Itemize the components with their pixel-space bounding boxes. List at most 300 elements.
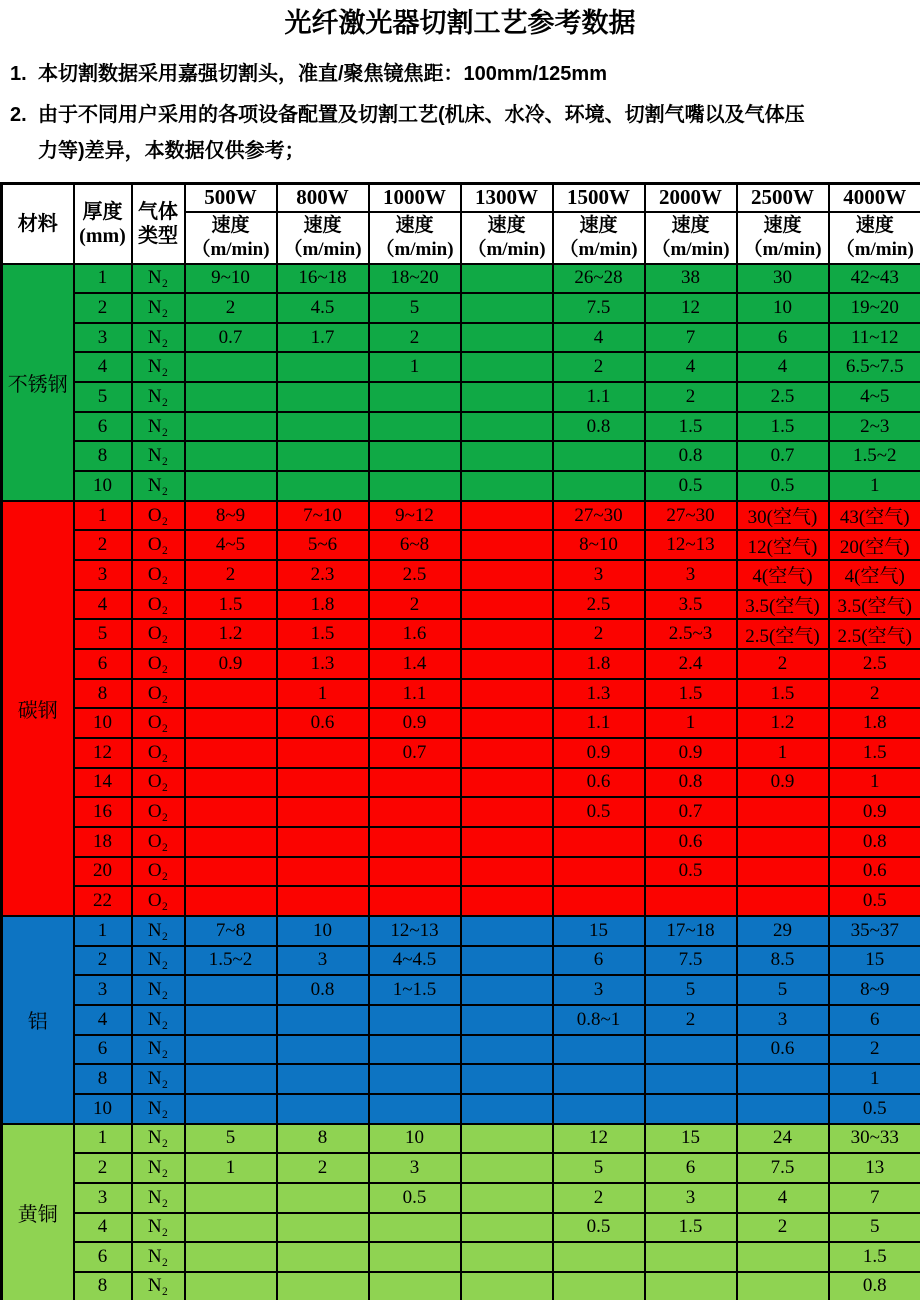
table-row [2,975,920,1005]
table-row [2,916,920,946]
thickness-cell: 6 [74,1035,132,1065]
speed-value-cell: 0.5 [645,857,737,887]
speed-value-cell [277,768,369,798]
speed-value-cell: 2 [553,1183,645,1213]
speed-value-cell: 2 [645,382,737,412]
speed-value-cell: 0.9 [553,738,645,768]
speed-value-cell: 0.7 [185,323,277,353]
speed-value-cell [461,1272,553,1300]
header-speed-unit [829,212,920,264]
material-cell: 不锈钢 [2,264,74,501]
speed-value-cell: 0.8 [645,768,737,798]
speed-value-cell: 19~20 [829,293,920,323]
gas-type-cell: O₂ [132,530,185,560]
speed-value-cell: 2 [645,1005,737,1035]
thickness-cell: 18 [74,827,132,857]
note-2-line-1: 由于不同用户采用的各项设备配置及切割工艺(机床、水冷、环境、切割气嘴以及气体压 [38,104,805,126]
speed-value-cell: 8~9 [829,975,920,1005]
speed-value-cell: 26~28 [553,264,645,294]
speed-value-cell: 0.8 [277,975,369,1005]
speed-value-cell [369,1035,461,1065]
header-speed-unit [553,212,645,264]
speed-value-cell [369,827,461,857]
speed-value-cell: 11~12 [829,323,920,353]
speed-value-cell [461,352,553,382]
speed-value-cell: 10 [737,293,829,323]
gas-type-cell: N₂ [132,382,185,412]
table-row [2,1035,920,1065]
speed-value-cell: 4.5 [277,293,369,323]
gas-type-cell: N₂ [132,293,185,323]
speed-value-cell [369,1005,461,1035]
speed-value-cell [737,1272,829,1300]
speed-value-cell: 7.5 [737,1153,829,1183]
speed-value-cell: 7~8 [185,916,277,946]
note-1-body [38,56,607,92]
speed-value-cell: 2 [737,649,829,679]
speed-value-cell [461,441,553,471]
header-gas-line-2: 类型 [138,224,178,247]
speed-value-cell [277,352,369,382]
speed-value-cell [553,1064,645,1094]
speed-value-cell: 12 [553,1124,645,1154]
table-body [2,264,920,1300]
speed-value-cell: 0.5 [645,471,737,501]
speed-value-cell [185,975,277,1005]
speed-value-cell: 2 [829,1035,920,1065]
thickness-cell: 2 [74,293,132,323]
header-power-500w: 500W [185,184,277,212]
speed-unit-label: （m/min) [651,238,730,260]
header-speed-unit [277,212,369,264]
speed-value-cell [277,1272,369,1300]
speed-value-cell [461,1064,553,1094]
speed-value-cell: 1 [737,738,829,768]
speed-value-cell [185,1272,277,1300]
material-cell: 黄铜 [2,1124,74,1300]
speed-value-cell: 8.5 [737,946,829,976]
speed-value-cell: 7.5 [553,293,645,323]
thickness-cell: 5 [74,382,132,412]
speed-value-cell [461,768,553,798]
speed-value-cell: 12 [645,293,737,323]
speed-value-cell [277,886,369,916]
speed-value-cell: 3 [645,1183,737,1213]
thickness-cell: 4 [74,352,132,382]
speed-label: 速度 [579,214,618,236]
thickness-cell: 6 [74,649,132,679]
speed-value-cell: 2.5(空气) [829,619,920,649]
speed-value-cell [461,560,553,590]
gas-type-cell: N₂ [132,1035,185,1065]
speed-value-cell: 2 [277,1153,369,1183]
gas-type-cell: O₂ [132,679,185,709]
speed-value-cell: 2.4 [645,649,737,679]
speed-value-cell [369,1272,461,1300]
speed-value-cell: 1.5 [645,412,737,442]
thickness-cell: 8 [74,679,132,709]
speed-value-cell: 1.5 [645,679,737,709]
speed-value-cell [461,619,553,649]
speed-value-cell [277,471,369,501]
table-row [2,708,920,738]
gas-type-cell: O₂ [132,649,185,679]
header-power-1500w: 1500W [553,184,645,212]
speed-value-cell [277,1242,369,1272]
table-row [2,738,920,768]
table-row [2,441,920,471]
header-power-800w: 800W [277,184,369,212]
speed-value-cell [277,382,369,412]
speed-value-cell [185,1005,277,1035]
gas-type-cell: N₂ [132,1094,185,1124]
speed-value-cell: 1.5~2 [829,441,920,471]
speed-value-cell [461,1213,553,1243]
speed-value-cell: 0.6 [553,768,645,798]
speed-value-cell [461,916,553,946]
speed-value-cell: 27~30 [553,501,645,531]
speed-value-cell: 0.6 [645,827,737,857]
speed-value-cell: 1 [829,768,920,798]
speed-value-cell: 12~13 [369,916,461,946]
speed-value-cell: 12~13 [645,530,737,560]
thickness-cell: 4 [74,1005,132,1035]
speed-value-cell [461,471,553,501]
table-row [2,471,920,501]
speed-value-cell: 0.5 [829,1094,920,1124]
speed-value-cell: 3.5 [645,590,737,620]
speed-value-cell: 3 [553,975,645,1005]
speed-unit-label: （m/min) [743,238,822,260]
speed-value-cell: 1 [645,708,737,738]
table-row [2,649,920,679]
table-row [2,1064,920,1094]
speed-value-cell [185,1064,277,1094]
speed-value-cell: 2 [185,293,277,323]
table-row [2,530,920,560]
table-row [2,857,920,887]
speed-value-cell: 1 [277,679,369,709]
speed-value-cell [185,352,277,382]
speed-label: 速度 [303,214,342,236]
speed-value-cell: 2 [369,323,461,353]
header-power-2500w: 2500W [737,184,829,212]
speed-value-cell [369,768,461,798]
table-row [2,768,920,798]
speed-value-cell: 2.5 [737,382,829,412]
thickness-cell: 1 [74,264,132,294]
thickness-cell: 2 [74,946,132,976]
speed-value-cell [277,412,369,442]
speed-value-cell [185,1213,277,1243]
speed-value-cell: 3 [369,1153,461,1183]
table-row [2,264,920,294]
speed-value-cell: 15 [553,916,645,946]
speed-value-cell [185,412,277,442]
speed-value-cell: 42~43 [829,264,920,294]
speed-value-cell: 13 [829,1153,920,1183]
speed-value-cell: 0.9 [829,797,920,827]
header-speed-unit [185,212,277,264]
speed-value-cell [461,649,553,679]
speed-value-cell: 0.9 [645,738,737,768]
speed-value-cell: 0.5 [737,471,829,501]
header-speed-unit [737,212,829,264]
table-row [2,560,920,590]
gas-type-cell: O₂ [132,827,185,857]
speed-value-cell: 3 [737,1005,829,1035]
speed-value-cell [461,501,553,531]
table-header [2,184,920,264]
speed-value-cell: 4 [737,1183,829,1213]
speed-value-cell: 1.5 [277,619,369,649]
speed-value-cell [461,679,553,709]
speed-value-cell [461,1183,553,1213]
table-row [2,1213,920,1243]
thickness-cell: 2 [74,530,132,560]
speed-value-cell [553,857,645,887]
speed-value-cell: 1.5 [645,1213,737,1243]
speed-value-cell: 4(空气) [737,560,829,590]
speed-value-cell [645,1242,737,1272]
speed-value-cell [461,323,553,353]
table-row [2,1124,920,1154]
speed-value-cell [645,1094,737,1124]
table-row [2,293,920,323]
speed-value-cell [461,382,553,412]
thickness-cell: 22 [74,886,132,916]
table-row [2,323,920,353]
speed-value-cell: 18~20 [369,264,461,294]
thickness-cell: 1 [74,916,132,946]
speed-value-cell: 1.5 [185,590,277,620]
speed-value-cell: 1.3 [277,649,369,679]
speed-value-cell [461,975,553,1005]
speed-value-cell [185,441,277,471]
note-2-number: 2. [10,104,27,126]
speed-value-cell [461,708,553,738]
speed-value-cell: 1.1 [553,708,645,738]
header-power-1000w: 1000W [369,184,461,212]
speed-label: 速度 [395,214,434,236]
speed-value-cell [277,797,369,827]
speed-value-cell: 1.8 [553,649,645,679]
speed-value-cell [737,1242,829,1272]
speed-value-cell: 7 [645,323,737,353]
gas-type-cell: O₂ [132,501,185,531]
thickness-cell: 4 [74,590,132,620]
speed-value-cell [369,797,461,827]
speed-value-cell [185,857,277,887]
speed-value-cell: 7.5 [645,946,737,976]
speed-value-cell: 8 [277,1124,369,1154]
table-row [2,619,920,649]
thickness-cell: 14 [74,768,132,798]
speed-value-cell: 0.8 [553,412,645,442]
speed-value-cell [277,1005,369,1035]
speed-value-cell: 1.4 [369,649,461,679]
gas-type-cell: N₂ [132,1242,185,1272]
speed-value-cell: 0.8 [829,827,920,857]
speed-value-cell: 0.6 [829,857,920,887]
speed-value-cell: 9~10 [185,264,277,294]
speed-value-cell: 2 [737,1213,829,1243]
speed-unit-label: （m/min) [467,238,546,260]
speed-value-cell [185,708,277,738]
gas-type-cell: N₂ [132,471,185,501]
thickness-cell: 10 [74,471,132,501]
gas-type-cell: O₂ [132,768,185,798]
speed-value-cell: 1.5~2 [185,946,277,976]
gas-type-cell: O₂ [132,857,185,887]
speed-value-cell [185,738,277,768]
speed-value-cell: 6 [829,1005,920,1035]
speed-value-cell: 5 [369,293,461,323]
speed-value-cell [553,441,645,471]
thickness-cell: 8 [74,441,132,471]
speed-value-cell: 1.8 [829,708,920,738]
speed-value-cell: 1.1 [369,679,461,709]
speed-value-cell: 24 [737,1124,829,1154]
speed-value-cell: 4~5 [829,382,920,412]
speed-value-cell [185,1035,277,1065]
speed-value-cell: 2.3 [277,560,369,590]
speed-value-cell: 5 [829,1213,920,1243]
note-1-number: 1. [10,63,27,85]
speed-value-cell [277,857,369,887]
speed-value-cell: 1.2 [737,708,829,738]
speed-value-cell: 2 [185,560,277,590]
header-power-2000w: 2000W [645,184,737,212]
gas-type-cell: N₂ [132,1124,185,1154]
speed-value-cell: 17~18 [645,916,737,946]
speed-value-cell: 0.5 [553,797,645,827]
speed-value-cell [369,857,461,887]
speed-value-cell: 4(空气) [829,560,920,590]
speed-unit-label: （m/min) [191,238,270,260]
speed-value-cell [277,441,369,471]
speed-value-cell [461,412,553,442]
speed-value-cell: 5 [553,1153,645,1183]
speed-label: 速度 [211,214,250,236]
speed-value-cell [369,471,461,501]
speed-value-cell: 6~8 [369,530,461,560]
speed-value-cell: 0.7 [737,441,829,471]
speed-value-cell [737,1094,829,1124]
material-cell: 碳钢 [2,501,74,916]
gas-type-cell: O₂ [132,708,185,738]
speed-value-cell: 1.1 [553,382,645,412]
speed-value-cell: 2 [829,679,920,709]
speed-value-cell [737,857,829,887]
speed-value-cell: 2.5(空气) [737,619,829,649]
speed-value-cell: 2.5 [829,649,920,679]
note-1 [10,56,920,92]
speed-value-cell: 2 [553,352,645,382]
speed-value-cell: 27~30 [645,501,737,531]
speed-value-cell: 3 [553,560,645,590]
header-thickness-line-2: (mm) [79,224,126,247]
speed-value-cell [553,827,645,857]
speed-value-cell: 0.5 [369,1183,461,1213]
thickness-cell: 10 [74,1094,132,1124]
speed-value-cell [737,1064,829,1094]
speed-value-cell [277,1094,369,1124]
speed-value-cell: 2.5 [553,590,645,620]
speed-value-cell: 10 [277,916,369,946]
speed-value-cell: 30 [737,264,829,294]
header-power-4000w: 4000W [829,184,920,212]
table-row [2,679,920,709]
table-row [2,352,920,382]
speed-value-cell: 30~33 [829,1124,920,1154]
header-thickness [74,184,132,264]
speed-value-cell: 0.8 [645,441,737,471]
cutting-data-table [0,182,920,1300]
gas-type-cell: N₂ [132,412,185,442]
gas-type-cell: N₂ [132,946,185,976]
gas-type-cell: O₂ [132,886,185,916]
speed-value-cell: 6 [553,946,645,976]
material-cell: 铝 [2,916,74,1124]
speed-value-cell [369,382,461,412]
speed-value-cell: 38 [645,264,737,294]
table-row [2,1094,920,1124]
thickness-cell: 1 [74,501,132,531]
table-row [2,1153,920,1183]
speed-value-cell [645,886,737,916]
gas-type-cell: N₂ [132,1272,185,1300]
speed-value-cell [645,1064,737,1094]
speed-value-cell: 1.3 [553,679,645,709]
gas-type-cell: O₂ [132,797,185,827]
thickness-cell: 3 [74,975,132,1005]
gas-type-cell: N₂ [132,352,185,382]
speed-value-cell: 5 [645,975,737,1005]
gas-type-cell: N₂ [132,1183,185,1213]
header-gas [132,184,185,264]
header-gas-line-1: 气体 [138,200,178,223]
speed-value-cell: 6.5~7.5 [829,352,920,382]
thickness-cell: 1 [74,1124,132,1154]
speed-value-cell [185,679,277,709]
thickness-cell: 2 [74,1153,132,1183]
thickness-cell: 3 [74,560,132,590]
speed-value-cell: 1.2 [185,619,277,649]
speed-value-cell: 1 [829,471,920,501]
speed-value-cell [461,1242,553,1272]
speed-value-cell [185,797,277,827]
speed-value-cell: 0.6 [277,708,369,738]
gas-type-cell: N₂ [132,1064,185,1094]
speed-value-cell: 10 [369,1124,461,1154]
speed-value-cell: 1.5 [829,1242,920,1272]
thickness-cell: 10 [74,708,132,738]
speed-value-cell: 1 [829,1064,920,1094]
speed-label: 速度 [763,214,802,236]
speed-value-cell: 5 [737,975,829,1005]
thickness-cell: 6 [74,412,132,442]
speed-value-cell: 4~4.5 [369,946,461,976]
speed-value-cell: 6 [737,323,829,353]
speed-value-cell [461,886,553,916]
speed-value-cell [553,1094,645,1124]
speed-value-cell: 4 [553,323,645,353]
thickness-cell: 16 [74,797,132,827]
table-row [2,382,920,412]
speed-value-cell: 1.8 [277,590,369,620]
speed-value-cell: 2.5 [369,560,461,590]
